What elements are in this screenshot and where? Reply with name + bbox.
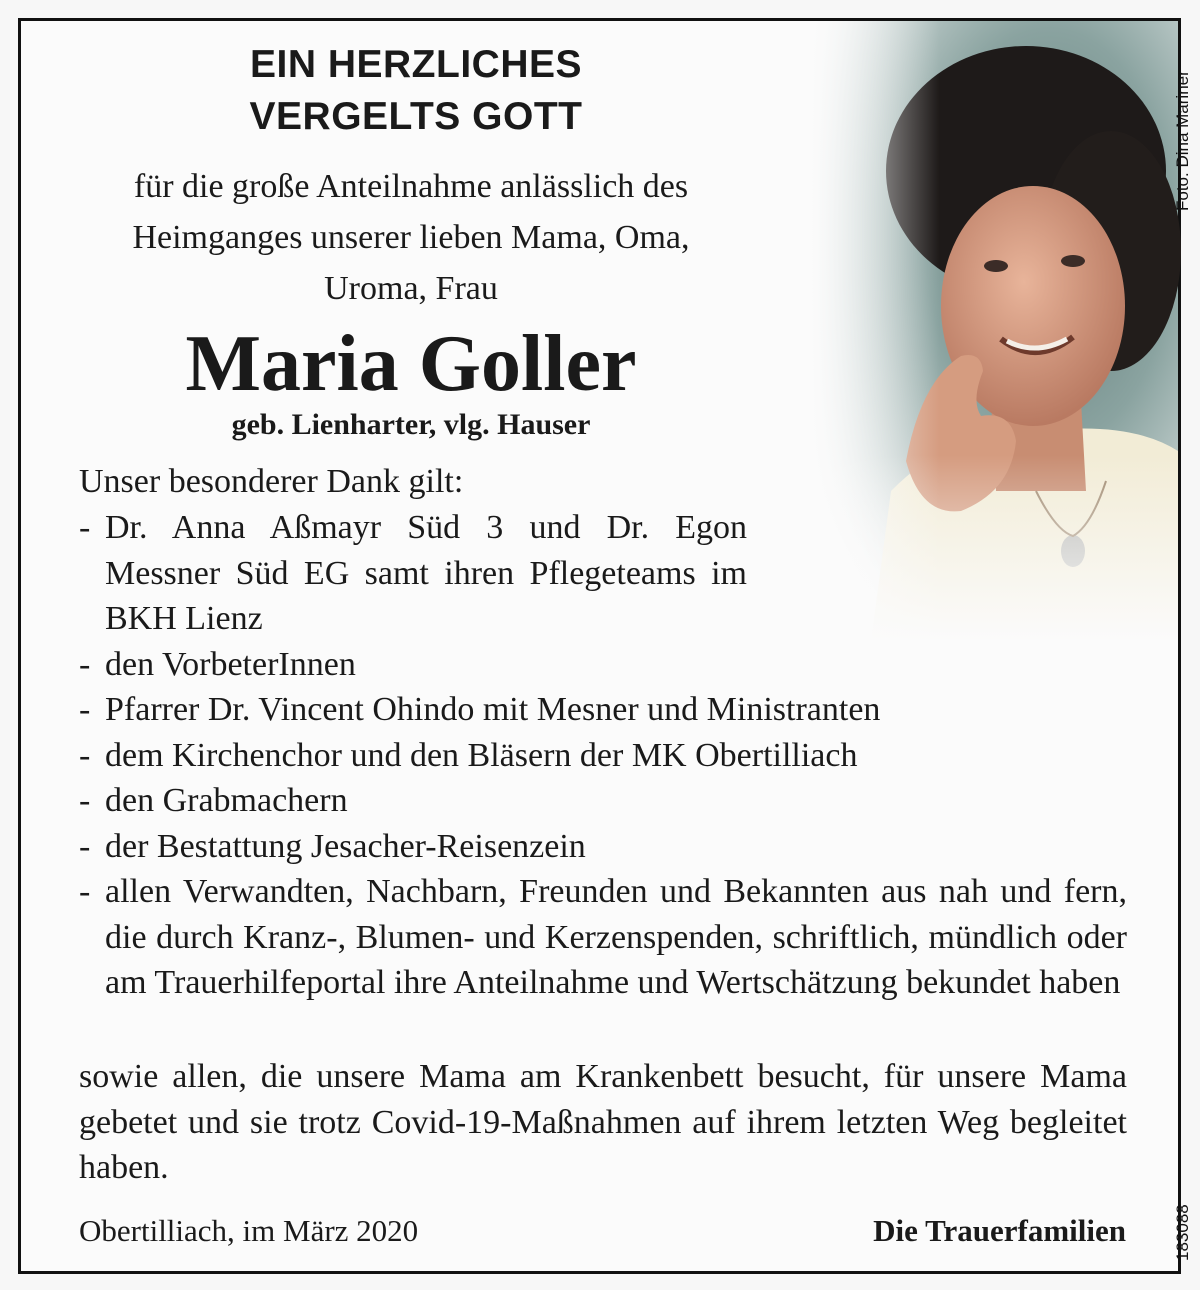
deceased-name: Maria Goller xyxy=(185,320,637,408)
list-dash: - xyxy=(79,736,91,774)
list-dash: - xyxy=(79,873,91,910)
headline xyxy=(121,39,711,143)
list-dash: - xyxy=(79,509,91,546)
list-dash: - xyxy=(79,827,91,865)
list-item xyxy=(79,505,747,642)
thanks-heading: Unser besonderer Dank gilt: xyxy=(79,463,464,500)
list-item-text: den Grabmachern xyxy=(105,782,348,819)
list-dash: - xyxy=(79,782,91,819)
obituary-notice xyxy=(18,18,1192,1274)
list-dash: - xyxy=(79,691,91,728)
list-item-text: Dr. Anna Aßmayr Süd 3 und Dr. Egon Messner Süd EG samt ihren Pflegeteams im BKH Lienz xyxy=(105,509,747,637)
intro-line-1: für die große Anteilnahme anlässlich des xyxy=(133,168,689,205)
thanks-list xyxy=(79,505,1127,1006)
signature: Die Trauerfamilien xyxy=(873,1213,1126,1248)
list-item-text: der Bestattung Jesacher-Reisenzein xyxy=(105,827,586,865)
list-item-text: allen Verwandten, Nachbarn, Freunden und Bekannten aus nah und fern, die durch Kranz-, Blumen- und Kerzenspenden, schriftlich, mündlich oder am Trauerhilfeportal ihre Anteilnahme und Wertschätzung bekundet haben xyxy=(105,873,1127,1001)
list-dash: - xyxy=(79,645,91,683)
closing-paragraph: sowie allen, die unsere Mama am Krankenbett besucht, für unsere Mama gebetet und sie trotz Covid-19-Maßnahmen auf ihrem letzten Weg begleitet haben. xyxy=(79,1058,1127,1186)
intro-text xyxy=(61,161,761,314)
reference-number: 183088 xyxy=(1173,1204,1192,1261)
list-item xyxy=(79,869,1127,1006)
intro-line-3: Uroma, Frau xyxy=(324,270,498,307)
place-and-date: Obertilliach, im März 2020 xyxy=(79,1213,419,1248)
list-item-text: dem Kirchenchor und den Bläsern der MK Obertilliach xyxy=(105,736,858,774)
photo-credit: Foto: Dina Mariner xyxy=(1173,70,1192,211)
headline-line-2: VERGELTS GOTT xyxy=(249,95,583,138)
list-item xyxy=(79,824,1127,870)
intro-line-2: Heimganges unserer lieben Mama, Oma, xyxy=(132,219,690,256)
headline-line-1: EIN HERZLICHES xyxy=(249,43,583,86)
list-item xyxy=(79,733,1127,779)
list-item-text: Pfarrer Dr. Vincent Ohindo mit Mesner und Ministranten xyxy=(105,691,881,728)
deceased-maiden-name: geb. Lienharter, vlg. Hauser xyxy=(231,408,591,441)
list-item xyxy=(79,687,1127,733)
list-item xyxy=(79,778,1127,824)
list-item-text: den VorbeterInnen xyxy=(105,645,356,683)
list-item xyxy=(79,642,1127,688)
